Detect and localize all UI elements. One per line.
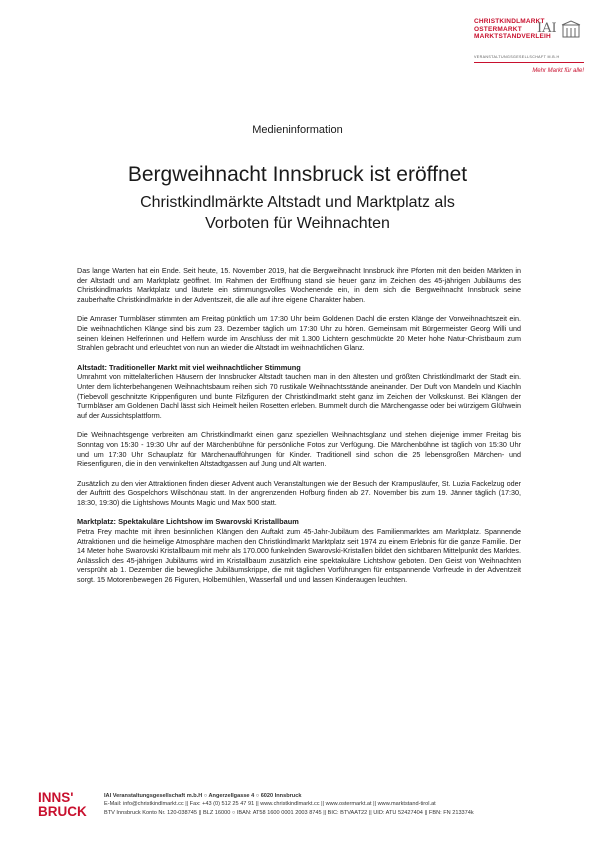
- logo-line-2: OSTERMARKT: [474, 25, 522, 33]
- paragraph-marktplatz: Petra Frey machte mit ihren besinnlichen Klängen den Auftakt zum 45-Jahr-Jubiläum des Familienmarktes am Marktplatz. Spannende Attraktionen und die heimelige Atmosphäre machen den Christkindlmarkt Marktplatz seit 1974 zu einem Erlebnis für die ganze Familie. Der 14 Meter hohe Swarovski Kristallbaum mit mehr als 170.000 funkelnden Swarovski-Kristallen bildet den sichtbaren Mittelpunkt des Marktes. Anlässlich des 45-jährigen Jubiläums wird im Kristallbaum zusätzlich eine spektakuläre Lichtshow geboten. Den Geist von Weihnachten versprüht ab 1. Dezember die bewegliche Jubiläumskrippe, die mit täglichen Vorführungen für entspannende Vorfreude in der Adventzeit sorgt. 15 Motorenbewegen 26 Figuren, Holbemühlen, Wasserfall und und lassen Kinderaugen leuchten.: [77, 527, 521, 585]
- logo-line-1: CHRISTKINDLMARKT: [474, 18, 545, 25]
- innsbruck-logo-line-2: BRUCK: [38, 804, 87, 819]
- footer-bank: BTV Innsbruck Konto Nr. 120-038745 || BLZ 16000 ○ IBAN: AT58 1600 0001 2003 8745 || BIC: BTVAAT22 || UID: ATU 52427404 || FBN: FN 213374k: [104, 809, 474, 816]
- innsbruck-logo-line-1: INNS': [38, 790, 74, 805]
- footer-contact: [104, 792, 574, 817]
- logo-line-3: MARKTSTANDVERLEIH: [474, 33, 551, 40]
- paragraph-turmblaeser: Die Amraser Turmbläser stimmten am Freitag pünktlich um 17:30 Uhr beim Goldenen Dachl die ersten Klänge der Vorweihnachtszeit ein. Die weihnachtlichen Klänge sind bis zum 23. Dezember täglich um 17:30 Uhr zu hören. Gemeinsam mit Bürgermeister Georg Willi und seinen kleinen Helferinnen und Helfern wurde im Anschluss der mit 1.300 Lichtern geschmückte 20 Meter hohe Natur-Christbaum zum Strahlen gebracht und erleuchtet von nun an wieder die Altstadt im weihnachtlichen Glanz.: [77, 314, 521, 353]
- heading-marktplatz: Marktplatz: Spektakuläre Lichtshow im Swarovski Kristallbaum: [77, 517, 299, 527]
- header-logo: [474, 18, 584, 82]
- logo-rule: [474, 62, 584, 63]
- body-text: [77, 266, 521, 595]
- paragraph-attraktionen: Zusätzlich zu den vier Attraktionen finden dieser Advent auch Veranstaltungen wie der Besuch der Krampusläufer, St. Luzia Fackelzug oder der Auftritt des Gospelchors Wilschönau statt. In der angrenzenden Hofburg finden ab 27. November bis zum 19. Jänner täglich (17:30, 18:30, 19:30) die Lightshows Mounts Magic und Max 500 statt.: [77, 478, 521, 507]
- iai-mark: IAI: [537, 21, 557, 36]
- paragraph-maerchenbuehne: Die Weihnachtsgenge verbreiten am Christkindlmarkt einen ganz speziellen Weihnachtsglanz und stehen diejenige immer Freitag bis Sonntag von 15:30 - 19:30 Uhr auf der Märchenbühne für persönliche Fotos zur Verfügung. Die Märchenbühne ist täglich von 15:30 Uhr und um 17:30 Uhr Schauplatz für Märchenaufführungen für Kinder. Traditionell sind schon die 25 lebensgroßen Märchen- und Riesenfiguren, die in den verwinkelten Altstadtgassen auf Jung und Alt warten.: [77, 430, 521, 469]
- logo-slogan: Mehr Markt für alle!: [532, 68, 584, 74]
- logo-subtitle: VERANSTALTUNGSGESELLSCHAFT M.B.H: [474, 55, 560, 59]
- doc-subtitle-line-1: Christkindlmärkte Altstadt und Marktplatz als: [140, 194, 455, 211]
- heading-altstadt: Altstadt: Traditioneller Markt mit viel weihnachtlicher Stimmung: [77, 362, 301, 372]
- paragraph-altstadt: Umrahmt von mittelalterlichen Häusern der Innsbrucker Altstadt tauchen man in den ältesten und größten Christkindlmarkt der Stadt ein. Unter dem lichterbehangenen Weihnachtsbaum reihen sich 70 rustikale Weihnachtsstände aneinander. Der Duft von Mandeln und Kiachln (Tiebevoll geschnitzte Krippenfiguren und bunte Filzfiguren der Christkindlmarkt steht ganz im Zeichen der Volkskunst. Bei Klängen der Turmbläser am Goldenen Dachl lässt sich Heimelt heilen Rosetten erleben. Bummelt durch die Märchengasse oder bei würzigem Glühwein auf der Aussichtsplattform.: [77, 372, 521, 420]
- innsbruck-logo: [38, 791, 87, 819]
- footer-company: IAI Veranstaltungsgesellschaft m.b.H ○ Angerzellgasse 4 ○ 6020 Innsbruck: [104, 793, 302, 799]
- doc-label: Medieninformation: [252, 124, 343, 136]
- doc-title: Bergweihnacht Innsbruck ist eröffnet: [127, 163, 468, 186]
- doc-subtitle-line-2: Vorboten für Weihnachten: [205, 215, 390, 232]
- paragraph-intro: Das lange Warten hat ein Ende. Seit heute, 15. November 2019, hat die Bergweihnacht Innsbruck ihre Pforten mit den beiden Märkten in der Altstadt und am Marktplatz geöffnet. Im Rahmen der Eröffnung stand sie heuer ganz im Zeichen des 45-jährigen Jubiläums des Christkindlmarkts Marktplatz und läutete ein stimmungsvolles Wochenende ein, in dem sich die Bergweihnacht Innsbruck seine zauberhafte Christkindlmärkte in der Adventszeit, die alle auf ihre eigene Charakter haben.: [77, 266, 521, 304]
- footer-contacts: E-Mail: info@christkindlmarkt.cc || Fax: +43 (0) 512 25 47 91 || www.christkindlmarkt.cc || www.ostermarkt.at || www.marktstand-tirol.at: [104, 801, 436, 808]
- doc-subtitle: [0, 192, 595, 234]
- building-icon: [560, 20, 582, 38]
